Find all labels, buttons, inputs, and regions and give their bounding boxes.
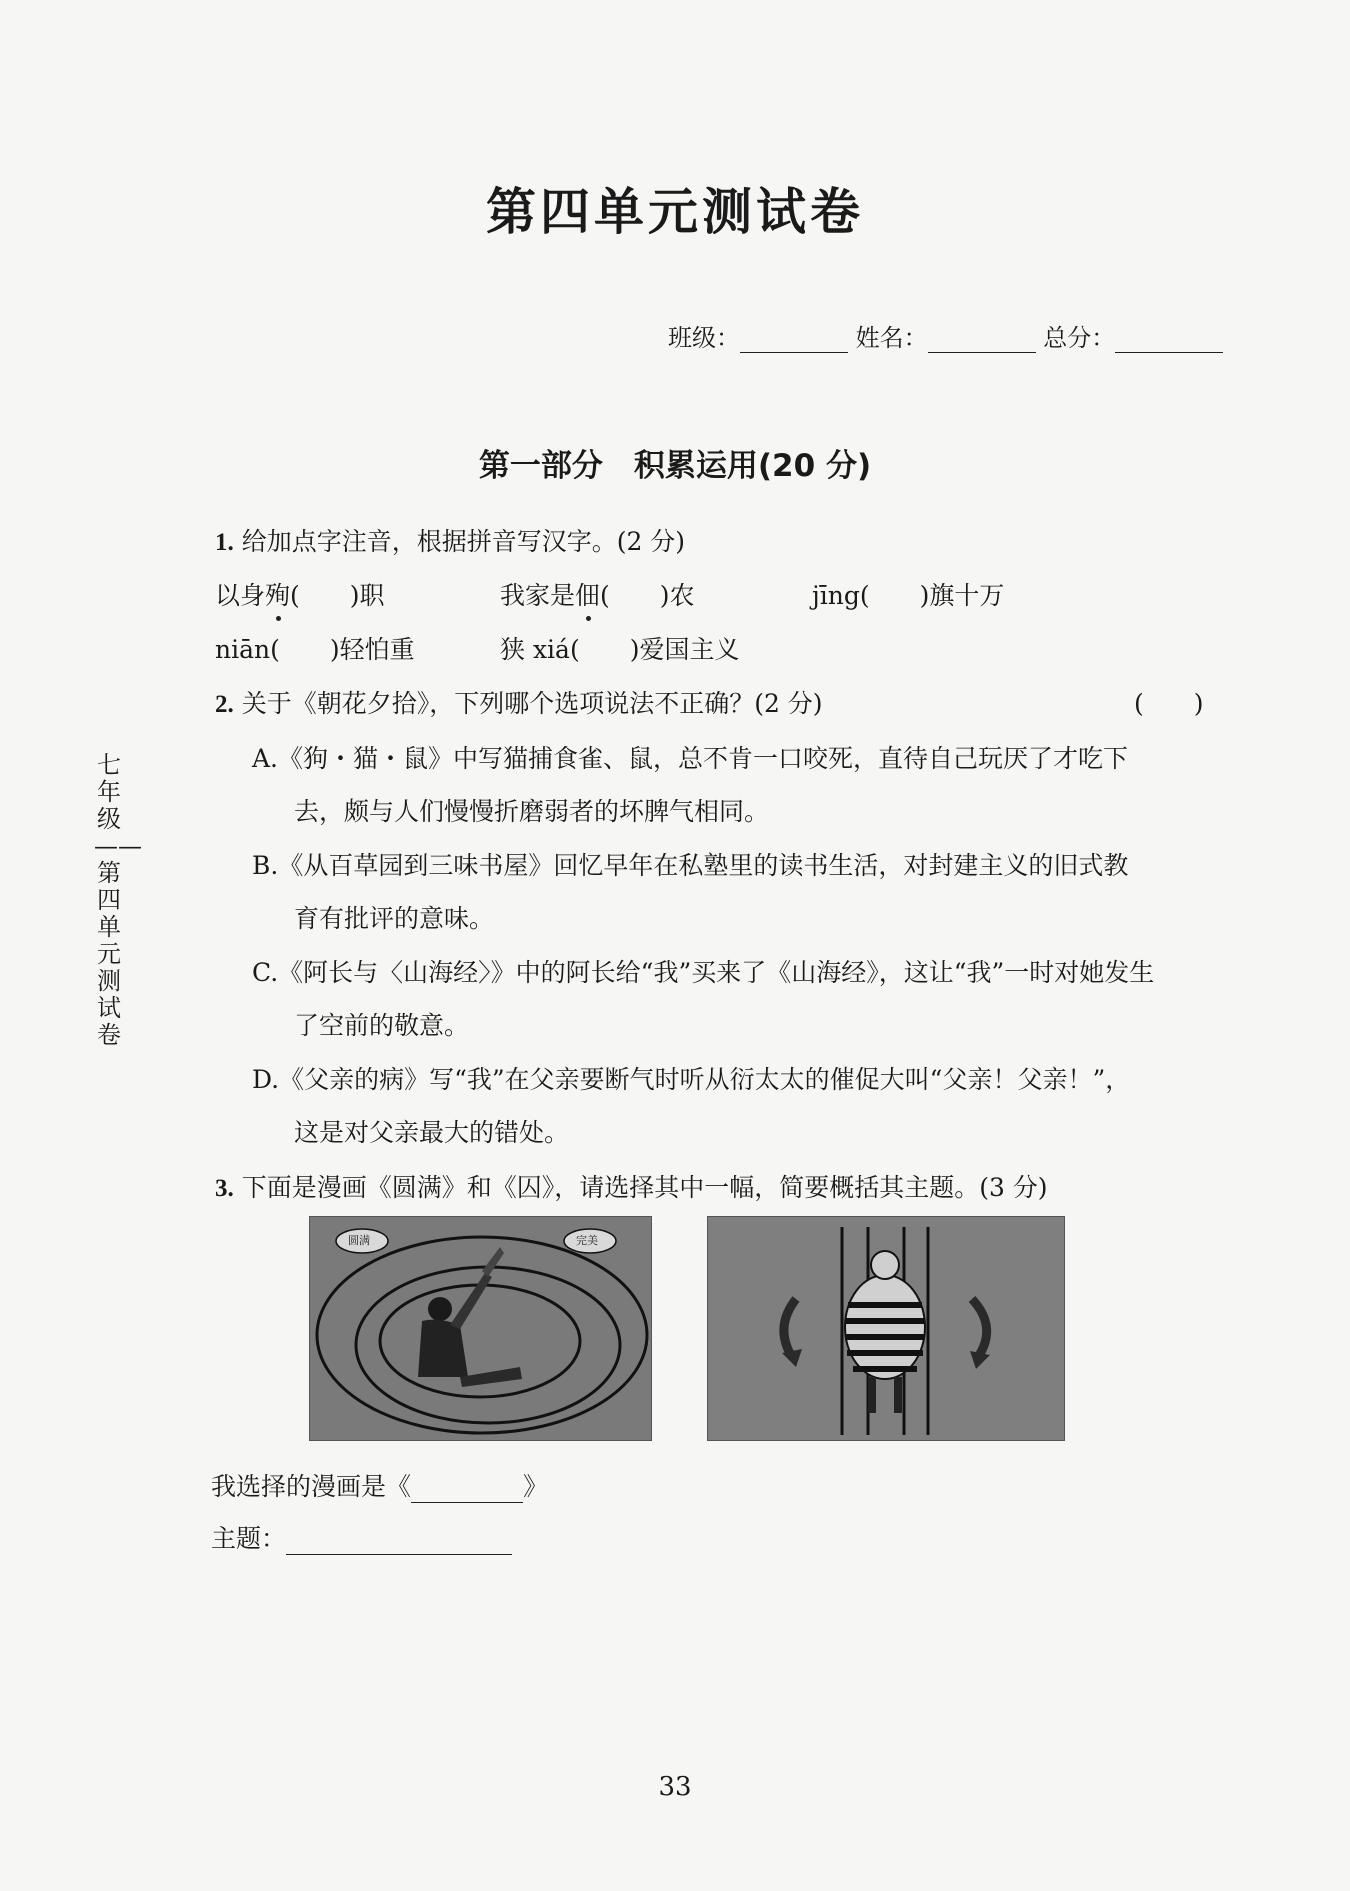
q3-theme-label: 主题： xyxy=(211,1524,287,1553)
comic-yuanman-bubble-2: 完美 xyxy=(576,1234,598,1247)
q3-choice-label: 我选择的漫画是《 xyxy=(211,1472,412,1501)
side-label: 七年级——第四单元测试卷 xyxy=(94,751,142,1049)
q3-theme-blank[interactable] xyxy=(286,1528,512,1555)
name-label: 姓名： xyxy=(855,324,928,352)
comic-yuanman[interactable] xyxy=(309,1216,652,1441)
q1-stem: 给加点字注音，根据拼音写汉字。(2 分) xyxy=(241,527,686,556)
part1-title: 第一部分 积累运用(20 分) xyxy=(478,448,872,484)
q3-choice-blank[interactable] xyxy=(411,1476,523,1503)
q2-option-b-line2: 育有批评的意味。 xyxy=(294,904,495,933)
q1-item2-post[interactable]: ( )农 xyxy=(600,581,695,610)
comic-yuanman-drawing xyxy=(310,1217,651,1440)
page-number: 33 xyxy=(658,1772,692,1802)
comic-qiu-drawing xyxy=(708,1217,1064,1440)
q1-dotted-char-2: 佃 xyxy=(575,576,600,612)
q2-stem: 关于《朝花夕拾》，下列哪个选项说法不正确？(2 分) xyxy=(241,689,823,718)
q2-option-a-line2: 去，颇与人们慢慢折磨弱者的坏脾气相同。 xyxy=(294,797,770,826)
q2-option-c-line2: 了空前的敬意。 xyxy=(294,1011,470,1040)
q1-item-2 xyxy=(500,576,695,612)
q3-choice-close: 》 xyxy=(523,1472,549,1501)
q1-dotted-char-1: 殉 xyxy=(265,576,290,612)
score-label: 总分： xyxy=(1043,324,1116,352)
q2-option-d-line2: 这是对父亲最大的错处。 xyxy=(294,1118,570,1147)
q2-stem-line xyxy=(215,684,823,720)
class-label: 班级： xyxy=(668,324,740,352)
q2-number: 2. xyxy=(215,691,234,718)
q1-item1-pre: 以身 xyxy=(215,581,266,610)
class-blank[interactable] xyxy=(740,328,848,353)
q1-stem-line xyxy=(215,522,685,558)
q3-theme-line xyxy=(211,1519,512,1555)
q1-number: 1. xyxy=(215,529,234,556)
name-blank[interactable] xyxy=(928,328,1036,353)
page-title: 第四单元测试卷 xyxy=(486,182,864,241)
q1-item-5[interactable]: 狭 xiá( )爱国主义 xyxy=(500,635,740,664)
q3-choice-line xyxy=(211,1467,548,1503)
q1-item1-post[interactable]: ( )职 xyxy=(290,581,385,610)
score-blank[interactable] xyxy=(1115,328,1223,353)
q3-stem-line xyxy=(215,1168,1048,1204)
q2-option-d-line1: D.《父亲的病》写“我”在父亲要断气时听从衍太太的催促大叫“父亲！父亲！”， xyxy=(252,1065,1131,1094)
q2-option-c-line1: C.《阿长与〈山海经〉》中的阿长给“我”买来了《山海经》，这让“我”一时对她发生 xyxy=(252,958,1155,987)
q3-stem: 下面是漫画《圆满》和《囚》，请选择其中一幅，简要概括其主题。(3 分) xyxy=(241,1173,1048,1202)
comic-qiu[interactable] xyxy=(707,1216,1065,1441)
comic-yuanman-bubble-1: 圆满 xyxy=(348,1234,370,1247)
q1-item-3[interactable]: jīng( )旗十万 xyxy=(812,581,1005,610)
q3-number: 3. xyxy=(215,1175,234,1202)
student-info xyxy=(668,318,1223,353)
q1-item2-pre: 我家是 xyxy=(500,581,576,610)
q2-option-a-line1: A.《狗・猫・鼠》中写猫捕食雀、鼠，总不肯一口咬死，直待自己玩厌了才吃下 xyxy=(252,744,1129,773)
q1-item-4[interactable]: niān( )轻怕重 xyxy=(215,635,415,664)
q2-option-b-line1: B.《从百草园到三味书屋》回忆早年在私塾里的读书生活，对封建主义的旧式教 xyxy=(252,851,1129,880)
q2-answer-paren[interactable]: ( ) xyxy=(1134,689,1204,718)
q1-item-1 xyxy=(215,576,385,612)
